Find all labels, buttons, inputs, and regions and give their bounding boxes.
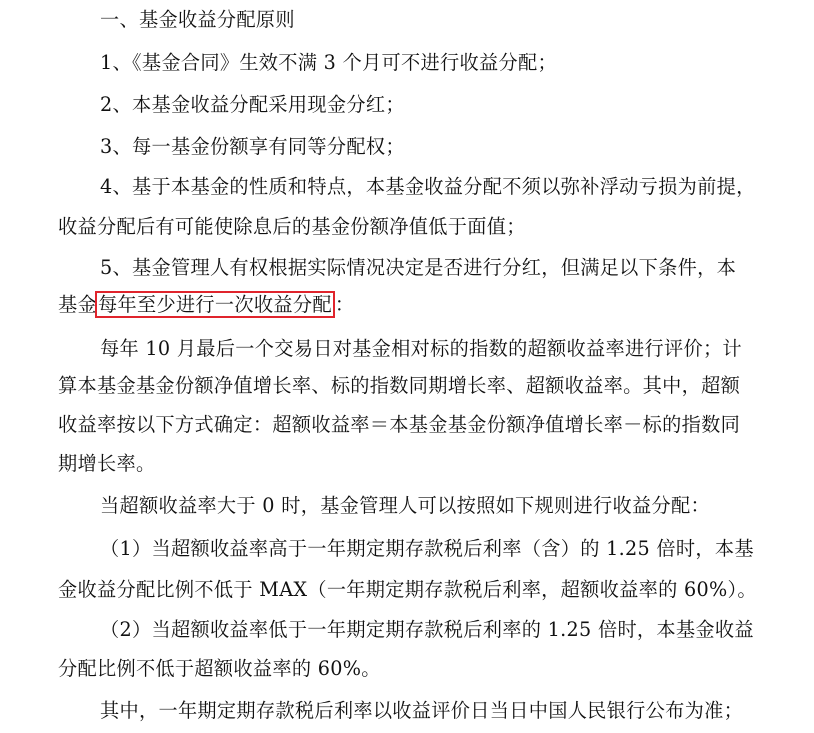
paragraph-rule-5-line-2: [58, 293, 354, 318]
evaluation-paragraph-line-1: 每年 10 月最后一个交易日对基金相对标的指数的超额收益率进行评价；计: [100, 337, 742, 360]
distribution-rule-1-line-2: 金收益分配比例不低于 MAX（一年期定期存款税后利率，超额收益率的 60%）。: [58, 578, 757, 601]
paragraph-rule-2: 2、本基金收益分配采用现金分红；: [100, 93, 405, 116]
distribution-rule-intro: 当超额收益率大于 0 时，基金管理人可以按照如下规则进行收益分配：: [100, 494, 710, 517]
paragraph-rule-4-line-2: 收益分配后有可能使除息后的基金份额净值低于面值；: [58, 215, 526, 238]
distribution-rule-1-line-1: （1）当超额收益率高于一年期定期存款税后利率（含）的 1.25 倍时，本基: [100, 537, 754, 560]
paragraph-rule-5-line-1: 5、基金管理人有权根据实际情况决定是否进行分红，但满足以下条件，本: [100, 256, 737, 279]
paragraph-rule-4-line-1: 4、基于本基金的性质和特点，本基金收益分配不须以弥补浮动亏损为前提，: [100, 175, 756, 198]
paragraph-rule-1: 1、《基金合同》生效不满 3 个月可不进行收益分配；: [100, 51, 557, 74]
highlighted-phrase: 每年至少进行一次收益分配: [95, 291, 335, 318]
evaluation-paragraph-line-2: 算本基金基金份额净值增长率、标的指数同期增长率、超额收益率。其中，超额: [58, 374, 741, 397]
text-segment: 基金: [58, 293, 97, 316]
section-heading: 一、基金收益分配原则: [100, 8, 295, 31]
rate-basis-paragraph: 其中，一年期定期存款税后利率以收益评价日当日中国人民银行公布为准；: [100, 699, 744, 722]
evaluation-paragraph-line-4: 期增长率。: [58, 452, 156, 475]
text-segment: ：: [334, 293, 355, 316]
distribution-rule-2-line-2: 分配比例不低于超额收益率的 60%。: [58, 657, 381, 680]
distribution-rule-2-line-1: （2）当超额收益率低于一年期定期存款税后利率的 1.25 倍时，本基金收益: [100, 618, 754, 641]
evaluation-paragraph-line-3: 收益率按以下方式确定：超额收益率＝本基金基金份额净值增长率－标的指数同: [58, 413, 741, 436]
paragraph-rule-3: 3、每一基金份额享有同等分配权；: [100, 135, 405, 158]
